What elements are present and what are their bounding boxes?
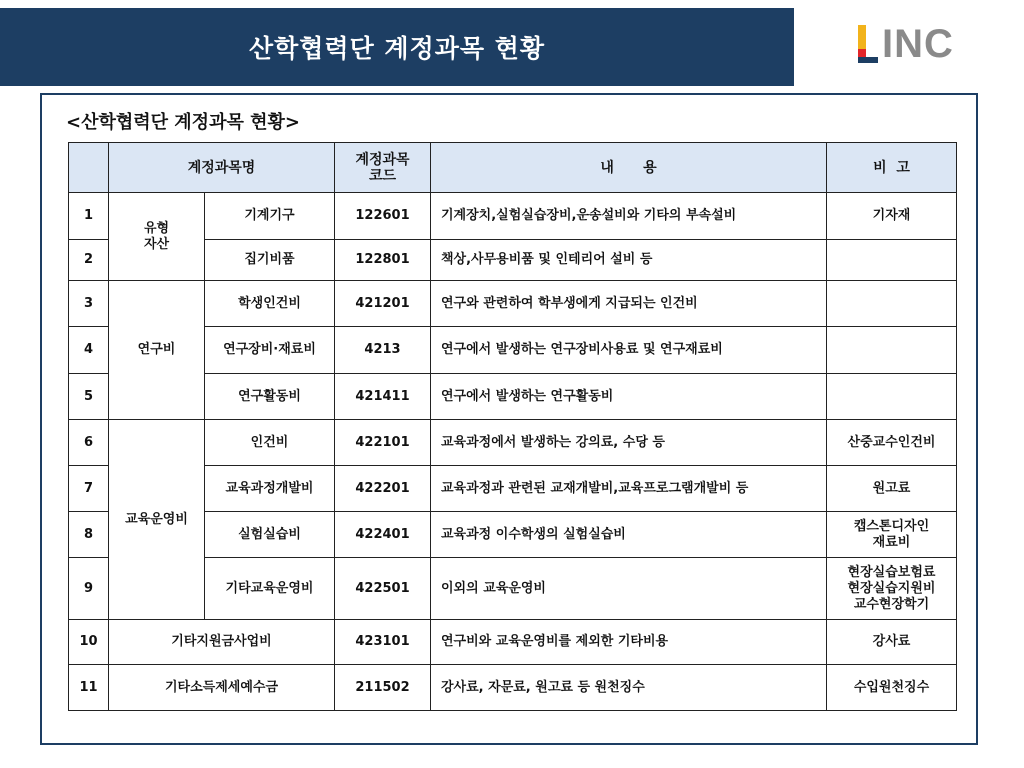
slide-title-bar xyxy=(0,8,794,86)
header-name: 계정과목명 xyxy=(109,143,335,193)
account-note: 원고료 xyxy=(827,466,957,512)
group-label: 교육운영비 xyxy=(109,420,205,620)
row-number: 1 xyxy=(69,193,109,240)
table-row xyxy=(69,665,957,711)
row-number: 10 xyxy=(69,620,109,665)
account-note: 강사료 xyxy=(827,620,957,665)
sub-account: 인건비 xyxy=(205,420,335,466)
header-code: 계정과목 코드 xyxy=(335,143,431,193)
group-label: 연구비 xyxy=(109,281,205,420)
row-number: 7 xyxy=(69,466,109,512)
row-number: 5 xyxy=(69,374,109,420)
row-number: 8 xyxy=(69,512,109,558)
account-content: 연구에서 발생하는 연구활동비 xyxy=(431,374,827,420)
account-code: 422401 xyxy=(335,512,431,558)
sub-account: 실험실습비 xyxy=(205,512,335,558)
account-code: 422201 xyxy=(335,466,431,512)
table-row xyxy=(69,620,957,665)
sub-account: 집기비품 xyxy=(205,240,335,281)
linc-logo xyxy=(858,22,978,66)
account-note xyxy=(827,374,957,420)
account-code: 122801 xyxy=(335,240,431,281)
slide-title: 산학협력단 계정과목 현황 xyxy=(248,34,546,63)
account-content: 연구에서 발생하는 연구장비사용료 및 연구재료비 xyxy=(431,327,827,374)
account-content: 교육과정에서 발생하는 강의료, 수당 등 xyxy=(431,420,827,466)
account-content: 교육과정과 관련된 교재개발비,교육프로그램개발비 등 xyxy=(431,466,827,512)
row-number: 11 xyxy=(69,665,109,711)
account-table xyxy=(68,142,957,711)
linc-logo-mark-icon xyxy=(858,25,880,63)
sub-account: 교육과정개발비 xyxy=(205,466,335,512)
account-code: 4213 xyxy=(335,327,431,374)
header-no xyxy=(69,143,109,193)
account-name: 기타소득제세예수금 xyxy=(109,665,335,711)
account-code: 421201 xyxy=(335,281,431,327)
account-content: 기계장치,실험실습장비,운송설비와 기타의 부속설비 xyxy=(431,193,827,240)
account-note: 기자재 xyxy=(827,193,957,240)
account-code: 422101 xyxy=(335,420,431,466)
table-row xyxy=(69,193,957,240)
sub-account: 연구장비·재료비 xyxy=(205,327,335,374)
account-code: 122601 xyxy=(335,193,431,240)
account-content: 교육과정 이수학생의 실험실습비 xyxy=(431,512,827,558)
sub-account: 기계기구 xyxy=(205,193,335,240)
table-header-row xyxy=(69,143,957,193)
account-code: 422501 xyxy=(335,558,431,620)
header-content: 내 용 xyxy=(431,143,827,193)
account-code: 423101 xyxy=(335,620,431,665)
row-number: 6 xyxy=(69,420,109,466)
account-note: 수입원천징수 xyxy=(827,665,957,711)
table-row xyxy=(69,281,957,327)
logo-text: INC xyxy=(882,22,954,66)
row-number: 9 xyxy=(69,558,109,620)
account-code: 211502 xyxy=(335,665,431,711)
table-row xyxy=(69,420,957,466)
account-code: 421411 xyxy=(335,374,431,420)
row-number: 2 xyxy=(69,240,109,281)
header-note: 비 고 xyxy=(827,143,957,193)
account-note xyxy=(827,327,957,374)
table-caption: <산학협력단 계정과목 현황> xyxy=(66,112,300,133)
account-content: 강사료, 자문료, 원고료 등 원천징수 xyxy=(431,665,827,711)
sub-account: 기타교육운영비 xyxy=(205,558,335,620)
account-note xyxy=(827,281,957,327)
sub-account: 학생인건비 xyxy=(205,281,335,327)
account-content: 이외의 교육운영비 xyxy=(431,558,827,620)
sub-account: 연구활동비 xyxy=(205,374,335,420)
row-number: 4 xyxy=(69,327,109,374)
account-note: 산중교수인건비 xyxy=(827,420,957,466)
account-content: 연구와 관련하여 학부생에게 지급되는 인건비 xyxy=(431,281,827,327)
account-name: 기타지원금사업비 xyxy=(109,620,335,665)
account-content: 책상,사무용비품 및 인테리어 설비 등 xyxy=(431,240,827,281)
account-note xyxy=(827,240,957,281)
account-note: 캡스톤디자인 재료비 xyxy=(827,512,957,558)
account-content: 연구비와 교육운영비를 제외한 기타비용 xyxy=(431,620,827,665)
account-note: 현장실습보험료 현장실습지원비 교수현장학기 xyxy=(827,558,957,620)
group-label: 유형 자산 xyxy=(109,193,205,281)
row-number: 3 xyxy=(69,281,109,327)
